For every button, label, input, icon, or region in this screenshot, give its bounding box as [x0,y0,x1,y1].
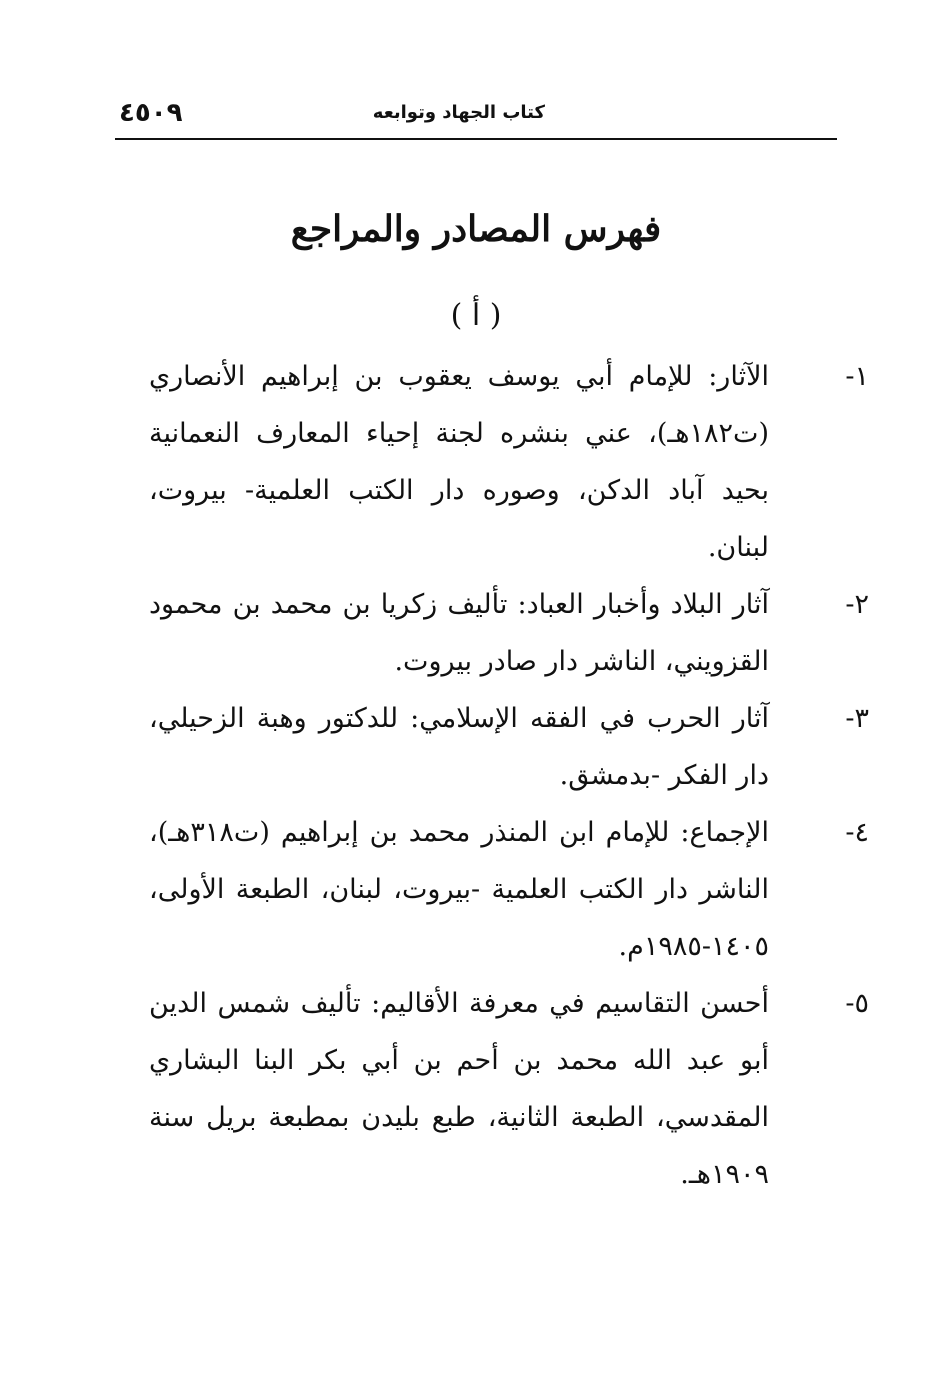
entry-number: ٤- [845,817,869,848]
entry-number: ٣- [845,703,869,734]
bibliography-entry [149,576,869,690]
entry-text: آثار البلاد وأخبار العباد: تأليف زكريا بن محمد بن محمود القزويني، الناشر دار صادر بيروت. [149,589,769,677]
entry-text: أحسن التقاسيم في معرفة الأقاليم: تأليف شمس الدين أبو عبد الله محمد بن أحم بن أبي بكر البنا البشاري المقدسي، الطبعة الثانية، طبع بليدن بمطبعة بريل سنة ١٩٠٩هـ. [149,988,769,1190]
entry-number: ٥- [845,988,869,1019]
bibliography-entry [149,975,869,1203]
bibliography-entry [149,690,869,804]
entry-text: الإجماع: للإمام ابن المنذر محمد بن إبراهيم (ت٣١٨هـ)، الناشر دار الكتب العلمية -بيروت، لبنان، الطبعة الأولى، ١٤٠٥-١٩٨٥م. [149,817,769,962]
entry-number: ٢- [845,589,869,620]
section-letter-heading: ( أ ) [450,298,502,333]
entry-text: آثار الحرب في الفقه الإسلامي: للدكتور وهبة الزحيلي، دار الفكر -بدمشق. [149,703,769,791]
running-header [115,98,837,138]
bibliography-entry [149,348,869,576]
entry-number: ١- [845,361,869,392]
bibliography-entry [149,804,869,975]
chapter-title: فهرس المصادر والمراجع [290,208,662,250]
entry-text: الآثار: للإمام أبي يوسف يعقوب بن إبراهيم الأنصاري (ت١٨٢هـ)، عني بنشره لجنة إحياء المعارف النعمانية بحيد آباد الدكن، وصوره دار الكتب العلمية- بيروت، لبنان. [149,361,769,563]
running-header-title: كتاب الجهاد وتوابعه [372,102,545,123]
header-divider [115,138,837,140]
bibliography-list [149,348,869,1203]
page-number: ٤٥٠٩ [119,98,183,128]
